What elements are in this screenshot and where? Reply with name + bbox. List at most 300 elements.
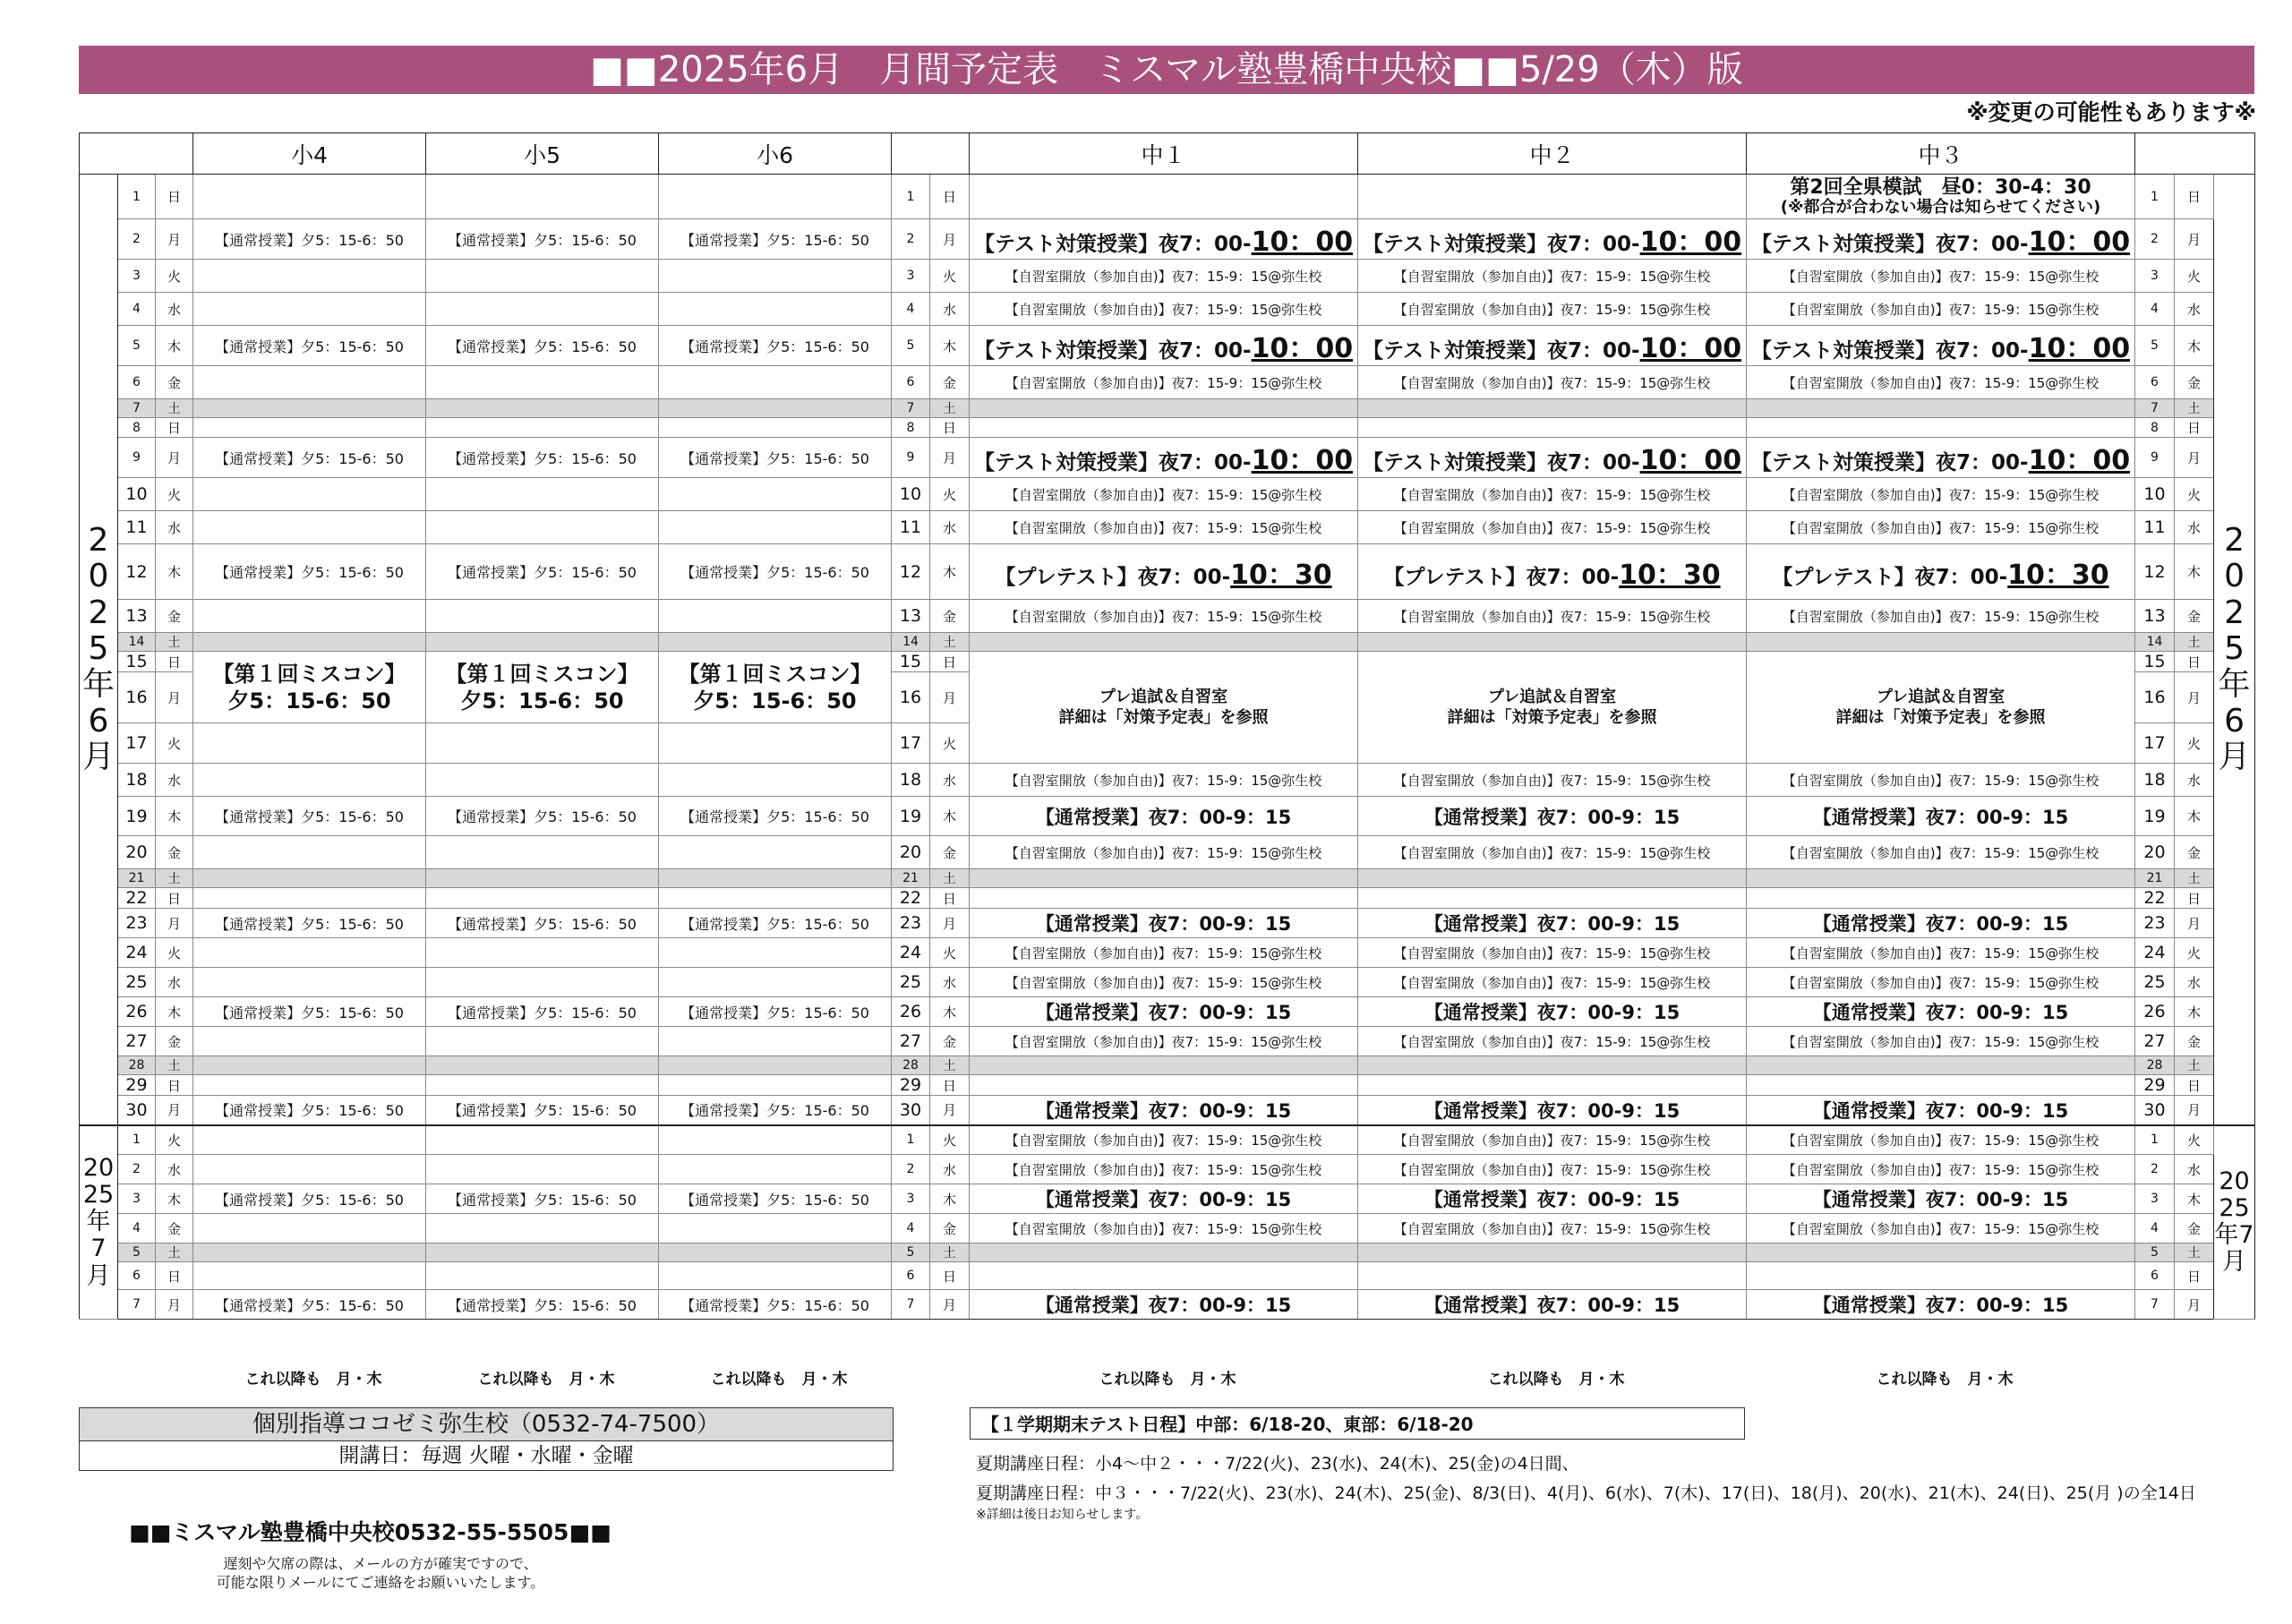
date-cell-mid: 30 [892,1096,930,1125]
elem-empty-cell [426,938,659,968]
time-end-emph: 10：00 [1639,227,1742,258]
elem-empty-cell [659,633,892,652]
cell-0-33: 【自習室開放（参加自由)】夜7：15-9：15@弥生校 [970,1214,1358,1244]
weekday-cell: 土 [156,399,193,418]
time-prefix: 【プレテスト】夜7：00- [995,565,1231,589]
date-cell-mid: 20 [892,836,930,869]
time-prefix: 【テスト対策授業】夜7：00- [1362,451,1640,474]
weekday-cell: 木 [156,1184,193,1214]
weekday-cell: 金 [156,366,193,399]
miscon-time: 夕5：15-6：50 [460,688,624,714]
cell-1-23: 【自習室開放（参加自由)】夜7：15-9：15@弥生校 [1358,938,1747,968]
weekday-cell: 金 [156,600,193,633]
cell-2-33: 【自習室開放（参加自由)】夜7：15-9：15@弥生校 [1747,1214,2135,1244]
cell-2-8 [1747,438,2135,478]
cell-0-32: 【通常授業】夜7：00-9：15 [970,1184,1358,1214]
elem-class-cell: 【通常授業】夕5：15-6：50 [659,219,892,260]
date-cell-right: 7 [2135,399,2175,418]
elem-class-cell: 【通常授業】夕5：15-6：50 [193,1290,426,1320]
table-row [80,326,2255,366]
weekday-cell-mid: 月 [930,438,970,478]
date-cell-mid: 13 [892,600,930,633]
elem-empty-cell [659,478,892,511]
elem-empty-cell [426,260,659,293]
weekday-cell: 土 [156,869,193,888]
date-cell-right: 10 [2135,478,2175,511]
date-cell-right: 4 [2135,293,2175,326]
elem-class-cell: 【通常授業】夕5：15-6：50 [659,797,892,836]
elem-class-cell: 【通常授業】夕5：15-6：50 [193,909,426,938]
date-cell-mid: 5 [892,1244,930,1262]
elem-empty-cell [659,399,892,418]
elem-empty-cell [193,836,426,869]
weekday-cell-mid: 月 [930,672,970,723]
weekday-cell-mid: 日 [930,1075,970,1096]
cell-0-31: 【自習室開放（参加自由)】夜7：15-9：15@弥生校 [970,1155,1358,1184]
header-blank-left [80,133,193,175]
table-row [80,836,2255,869]
weekday-cell-mid: 日 [930,888,970,909]
miscon-cell [426,652,659,723]
date-cell: 2 [118,219,156,260]
time-prefix: 【プレテスト】夜7：00- [1772,565,2008,589]
table-row [80,938,2255,968]
weekday-cell-mid: 木 [930,997,970,1027]
elem-empty-cell [193,511,426,544]
weekday-cell-right: 火 [2175,260,2214,293]
time-prefix: 【テスト対策授業】夜7：00- [973,339,1252,363]
date-cell-right: 6 [2135,366,2175,399]
elem-class-cell: 【通常授業】夕5：15-6：50 [426,1096,659,1125]
elem-empty-cell [426,366,659,399]
date-cell-mid: 19 [892,797,930,836]
elem-empty-cell [426,1027,659,1056]
date-cell: 3 [118,260,156,293]
miscon-cell [659,652,892,723]
weekday-cell-right: 土 [2175,1056,2214,1075]
cell-1-10: 【自習室開放（参加自由)】夜7：15-9：15@弥生校 [1358,511,1747,544]
cell-0-25: 【通常授業】夜7：00-9：15 [970,997,1358,1027]
cell-1-0 [1358,175,1747,219]
elem-empty-cell [659,938,892,968]
weekday-cell-mid: 火 [930,478,970,511]
date-cell-mid: 2 [892,219,930,260]
date-cell-right: 25 [2135,968,2175,997]
weekday-cell-mid: 日 [930,175,970,219]
weekday-cell-mid: 金 [930,1214,970,1244]
table-row [80,1244,2255,1262]
col-header-chu1: 中１ [970,133,1358,175]
elem-empty-cell [659,600,892,633]
elem-empty-cell [659,1056,892,1075]
mogi-line2: (※都合が合わない場合は知らせてください) [1780,197,2101,217]
date-cell: 5 [118,326,156,366]
weekday-cell-right: 土 [2175,869,2214,888]
time-prefix: 【テスト対策授業】夜7：00- [973,233,1252,256]
weekday-cell-mid: 水 [930,764,970,797]
weekday-cell-right: 金 [2175,600,2214,633]
cell-1-36: 【通常授業】夜7：00-9：15 [1358,1290,1747,1320]
elem-empty-cell [426,1244,659,1262]
miscon-time: 夕5：15-6：50 [227,688,391,714]
date-cell: 6 [118,366,156,399]
month-label-right-july: 2025年7月 [2214,1125,2255,1320]
weekday-cell: 木 [156,326,193,366]
cell-2-14 [1747,652,2135,764]
table-header-row [80,133,2255,175]
elem-empty-cell [193,478,426,511]
table-row [80,968,2255,997]
preoi-line2: 詳細は「対策予定表」を参照 [1835,708,2046,727]
cell-1-32: 【通常授業】夜7：00-9：15 [1358,1184,1747,1214]
cell-0-28 [970,1075,1358,1096]
elem-empty-cell [193,1027,426,1056]
date-cell: 14 [118,633,156,652]
date-cell: 6 [118,1262,156,1290]
elem-empty-cell [426,1214,659,1244]
elem-empty-cell [659,723,892,764]
time-end-emph: 10：00 [1251,445,1354,476]
elem-class-cell: 【通常授業】夕5：15-6：50 [193,438,426,478]
weekday-cell-mid: 水 [930,968,970,997]
weekday-cell-right: 水 [2175,764,2214,797]
date-cell-right: 11 [2135,511,2175,544]
after-note-sho4: これ以降も 月・木 [244,1371,382,1389]
weekday-cell-right: 日 [2175,175,2214,219]
elem-empty-cell [193,764,426,797]
time-end-emph: 10：00 [1251,227,1354,258]
date-cell-right: 1 [2135,1125,2175,1155]
weekday-cell-right: 木 [2175,544,2214,600]
cell-0-29: 【通常授業】夜7：00-9：15 [970,1096,1358,1125]
date-cell-mid: 25 [892,968,930,997]
weekday-cell-right: 火 [2175,723,2214,764]
weekday-cell: 金 [156,1027,193,1056]
date-cell: 16 [118,672,156,723]
date-cell-right: 14 [2135,633,2175,652]
date-cell-right: 17 [2135,723,2175,764]
elem-class-cell: 【通常授業】夕5：15-6：50 [659,909,892,938]
weekday-cell-right: 月 [2175,672,2214,723]
time-end-emph: 10：30 [2007,559,2109,591]
month-label-left: 2025年6月 [80,175,118,1125]
weekday-cell: 土 [156,1244,193,1262]
elem-empty-cell [659,1214,892,1244]
cell-2-31: 【自習室開放（参加自由)】夜7：15-9：15@弥生校 [1747,1155,2135,1184]
weekday-cell-right: 月 [2175,1096,2214,1125]
elem-empty-cell [426,1075,659,1096]
cell-0-4 [970,326,1358,366]
weekday-cell: 日 [156,175,193,219]
date-cell-right: 28 [2135,1056,2175,1075]
date-cell-mid: 5 [892,326,930,366]
table-row [80,1290,2255,1320]
cell-2-23: 【自習室開放（参加自由)】夜7：15-9：15@弥生校 [1747,938,2135,968]
weekday-cell: 水 [156,293,193,326]
weekday-cell: 月 [156,1096,193,1125]
table-row [80,888,2255,909]
elem-empty-cell [426,764,659,797]
cell-1-3: 【自習室開放（参加自由)】夜7：15-9：15@弥生校 [1358,293,1747,326]
weekday-cell: 水 [156,511,193,544]
time-prefix: 【テスト対策授業】夜7：00- [1362,233,1640,256]
cell-1-8 [1358,438,1747,478]
elem-empty-cell [193,260,426,293]
cell-2-24: 【自習室開放（参加自由)】夜7：15-9：15@弥生校 [1747,968,2135,997]
cell-2-1 [1747,219,2135,260]
weekday-cell-mid: 木 [930,326,970,366]
table-row [80,869,2255,888]
weekday-cell: 土 [156,633,193,652]
date-cell: 5 [118,1244,156,1262]
date-cell-right: 20 [2135,836,2175,869]
table-row [80,366,2255,399]
weekday-cell: 日 [156,1262,193,1290]
elem-empty-cell [193,399,426,418]
elem-empty-cell [659,1244,892,1262]
cell-2-2: 【自習室開放（参加自由)】夜7：15-9：15@弥生校 [1747,260,2135,293]
elem-empty-cell [426,399,659,418]
table-row [80,175,2255,219]
mogi-line1: 第2回全県模試 昼0：30-4：30 [1790,175,2091,199]
cell-1-35 [1358,1262,1747,1290]
date-cell-mid: 17 [892,723,930,764]
table-row [80,1214,2255,1244]
weekday-cell-right: 日 [2175,652,2214,672]
col-header-sho5: 小5 [426,133,659,175]
weekday-cell: 月 [156,1290,193,1320]
cell-1-9: 【自習室開放（参加自由)】夜7：15-9：15@弥生校 [1358,478,1747,511]
cell-2-5: 【自習室開放（参加自由)】夜7：15-9：15@弥生校 [1747,366,2135,399]
cell-1-17: 【自習室開放（参加自由)】夜7：15-9：15@弥生校 [1358,764,1747,797]
date-cell-mid: 12 [892,544,930,600]
miscon-time: 夕5：15-6：50 [693,688,857,714]
weekday-cell: 火 [156,723,193,764]
date-cell-right: 5 [2135,326,2175,366]
cell-2-11 [1747,544,2135,600]
elem-class-cell: 【通常授業】夕5：15-6：50 [426,326,659,366]
date-cell-right: 3 [2135,260,2175,293]
elem-class-cell: 【通常授業】夕5：15-6：50 [193,997,426,1027]
weekday-cell-mid: 金 [930,836,970,869]
elem-empty-cell [426,869,659,888]
date-cell-right: 7 [2135,1290,2175,1320]
cell-1-25: 【通常授業】夜7：00-9：15 [1358,997,1747,1027]
elem-empty-cell [426,1056,659,1075]
elem-empty-cell [193,418,426,438]
weekday-cell-mid: 火 [930,260,970,293]
elem-empty-cell [659,260,892,293]
weekday-cell-mid: 土 [930,1244,970,1262]
after-note-chu2: これ以降も 月・木 [1487,1371,1625,1389]
cell-0-23: 【自習室開放（参加自由)】夜7：15-9：15@弥生校 [970,938,1358,968]
weekday-cell-mid: 木 [930,1184,970,1214]
weekday-cell: 月 [156,219,193,260]
table-row [80,438,2255,478]
cell-2-19: 【自習室開放（参加自由)】夜7：15-9：15@弥生校 [1747,836,2135,869]
weekday-cell-right: 水 [2175,1155,2214,1184]
table-row [80,219,2255,260]
weekday-cell-right: 日 [2175,888,2214,909]
cell-2-7 [1747,418,2135,438]
elem-class-cell: 【通常授業】夕5：15-6：50 [426,438,659,478]
date-cell-right: 1 [2135,175,2175,219]
elem-class-cell: 【通常授業】夕5：15-6：50 [659,438,892,478]
date-cell-mid: 14 [892,633,930,652]
cell-1-5: 【自習室開放（参加自由)】夜7：15-9：15@弥生校 [1358,366,1747,399]
date-cell: 10 [118,478,156,511]
weekday-cell-mid: 月 [930,909,970,938]
date-cell: 27 [118,1027,156,1056]
elem-empty-cell [193,1214,426,1244]
weekday-cell-right: 月 [2175,438,2214,478]
header-blank-mid [892,133,970,175]
miscon-cell [193,652,426,723]
cell-0-35 [970,1262,1358,1290]
preoi-line2: 詳細は「対策予定表」を参照 [1058,708,1269,727]
weekday-cell-right: 金 [2175,1027,2214,1056]
time-prefix: 【テスト対策授業】夜7：00- [1750,451,2029,474]
header-blank-right [2135,133,2255,175]
cell-1-18: 【通常授業】夜7：00-9：15 [1358,797,1747,836]
weekday-cell: 木 [156,797,193,836]
cell-1-26: 【自習室開放（参加自由)】夜7：15-9：15@弥生校 [1358,1027,1747,1056]
date-cell: 18 [118,764,156,797]
date-cell: 23 [118,909,156,938]
cell-2-6 [1747,399,2135,418]
elem-empty-cell [426,888,659,909]
table-row [80,478,2255,511]
elem-empty-cell [193,1056,426,1075]
date-cell: 21 [118,869,156,888]
weekday-cell-mid: 日 [930,1262,970,1290]
weekday-cell-right: 火 [2175,478,2214,511]
elem-empty-cell [426,175,659,219]
elem-empty-cell [193,633,426,652]
cell-0-17: 【自習室開放（参加自由)】夜7：15-9：15@弥生校 [970,764,1358,797]
miscon-title: 【第１回ミスコン】 [445,661,639,687]
date-cell: 1 [118,1125,156,1155]
elem-empty-cell [426,1262,659,1290]
elem-empty-cell [193,600,426,633]
cell-0-3: 【自習室開放（参加自由)】夜7：15-9：15@弥生校 [970,293,1358,326]
elem-empty-cell [426,723,659,764]
cell-2-17: 【自習室開放（参加自由)】夜7：15-9：15@弥生校 [1747,764,2135,797]
weekday-cell-mid: 木 [930,797,970,836]
weekday-cell: 月 [156,909,193,938]
date-cell: 29 [118,1075,156,1096]
date-cell-mid: 1 [892,175,930,219]
kokozemi-box [79,1407,894,1471]
table-row [80,1184,2255,1214]
weekday-cell-right: 日 [2175,1262,2214,1290]
cell-0-30: 【自習室開放（参加自由)】夜7：15-9：15@弥生校 [970,1125,1358,1155]
weekday-cell-mid: 土 [930,1056,970,1075]
elem-class-cell: 【通常授業】夕5：15-6：50 [659,1096,892,1125]
cell-1-28 [1358,1075,1747,1096]
date-cell: 11 [118,511,156,544]
cell-0-12: 【自習室開放（参加自由)】夜7：15-9：15@弥生校 [970,600,1358,633]
weekday-cell-right: 水 [2175,968,2214,997]
date-cell: 4 [118,293,156,326]
cell-1-22: 【通常授業】夜7：00-9：15 [1358,909,1747,938]
cell-1-27 [1358,1056,1747,1075]
cell-0-2: 【自習室開放（参加自由)】夜7：15-9：15@弥生校 [970,260,1358,293]
cell-1-21 [1358,888,1747,909]
table-row [80,1075,2255,1096]
table-row [80,418,2255,438]
preoi-line1: プレ追試＆自習室 [1487,687,1617,706]
elem-empty-cell [193,938,426,968]
weekday-cell: 月 [156,438,193,478]
date-cell-right: 4 [2135,1214,2175,1244]
cell-0-14 [970,652,1358,764]
cell-1-7 [1358,418,1747,438]
after-note-chu1: これ以降も 月・木 [1099,1371,1236,1389]
weekday-cell-right: 月 [2175,1290,2214,1320]
elem-empty-cell [193,293,426,326]
cell-0-8 [970,438,1358,478]
weekday-cell: 日 [156,888,193,909]
cell-0-9: 【自習室開放（参加自由)】夜7：15-9：15@弥生校 [970,478,1358,511]
elem-class-cell: 【通常授業】夕5：15-6：50 [193,797,426,836]
kokozemi-days: 開講日：毎週 火曜・水曜・金曜 [79,1441,894,1471]
time-end-emph: 10：00 [2028,227,2131,258]
date-cell-right: 8 [2135,418,2175,438]
cell-2-21 [1747,888,2135,909]
col-header-sho4: 小4 [193,133,426,175]
weekday-cell: 火 [156,1125,193,1155]
table-row [80,1056,2255,1075]
late-notice-line1: 遅刻や欠席の際は、メールの方が確実ですので、 [223,1555,538,1572]
change-notice: ※変更の可能性もあります※ [1966,99,2256,125]
cell-0-19: 【自習室開放（参加自由)】夜7：15-9：15@弥生校 [970,836,1358,869]
weekday-cell-right: 金 [2175,366,2214,399]
date-cell-mid: 15 [892,652,930,672]
weekday-cell-right: 木 [2175,797,2214,836]
date-cell-right: 30 [2135,1096,2175,1125]
cell-2-3: 【自習室開放（参加自由)】夜7：15-9：15@弥生校 [1747,293,2135,326]
elem-empty-cell [193,366,426,399]
weekday-cell-mid: 土 [930,633,970,652]
after-note-sho5: これ以降も 月・木 [477,1371,615,1389]
cell-1-6 [1358,399,1747,418]
cell-0-0 [970,175,1358,219]
summer-schedule-line2: 夏期講座日程：中３・・・7/22(火)、23(水)、24(木)、25(金)、8/3(日)、4(月)、6(水)、7(木)、17(日)、18(月)、20(水)、21(木)、24(日)、25(月 )の全14日 [976,1483,2196,1503]
cell-0-10: 【自習室開放（参加自由)】夜7：15-9：15@弥生校 [970,511,1358,544]
time-end-emph: 10：00 [2028,333,2131,364]
date-cell: 15 [118,652,156,672]
col-header-chu2: 中２ [1358,133,1747,175]
cell-2-25: 【通常授業】夜7：00-9：15 [1747,997,2135,1027]
weekday-cell-mid: 火 [930,723,970,764]
date-cell: 8 [118,418,156,438]
cell-0-1 [970,219,1358,260]
date-cell-mid: 6 [892,366,930,399]
weekday-cell: 火 [156,938,193,968]
date-cell: 1 [118,175,156,219]
weekday-cell-right: 日 [2175,418,2214,438]
date-cell-mid: 4 [892,293,930,326]
cell-1-34 [1358,1244,1747,1262]
month-label-left-july: 2025年7月 [80,1125,118,1320]
elem-empty-cell [426,600,659,633]
table-row [80,909,2255,938]
date-cell-mid: 23 [892,909,930,938]
weekday-cell-right: 土 [2175,633,2214,652]
after-note-sho6: これ以降も 月・木 [710,1371,848,1389]
cell-0-22: 【通常授業】夜7：00-9：15 [970,909,1358,938]
